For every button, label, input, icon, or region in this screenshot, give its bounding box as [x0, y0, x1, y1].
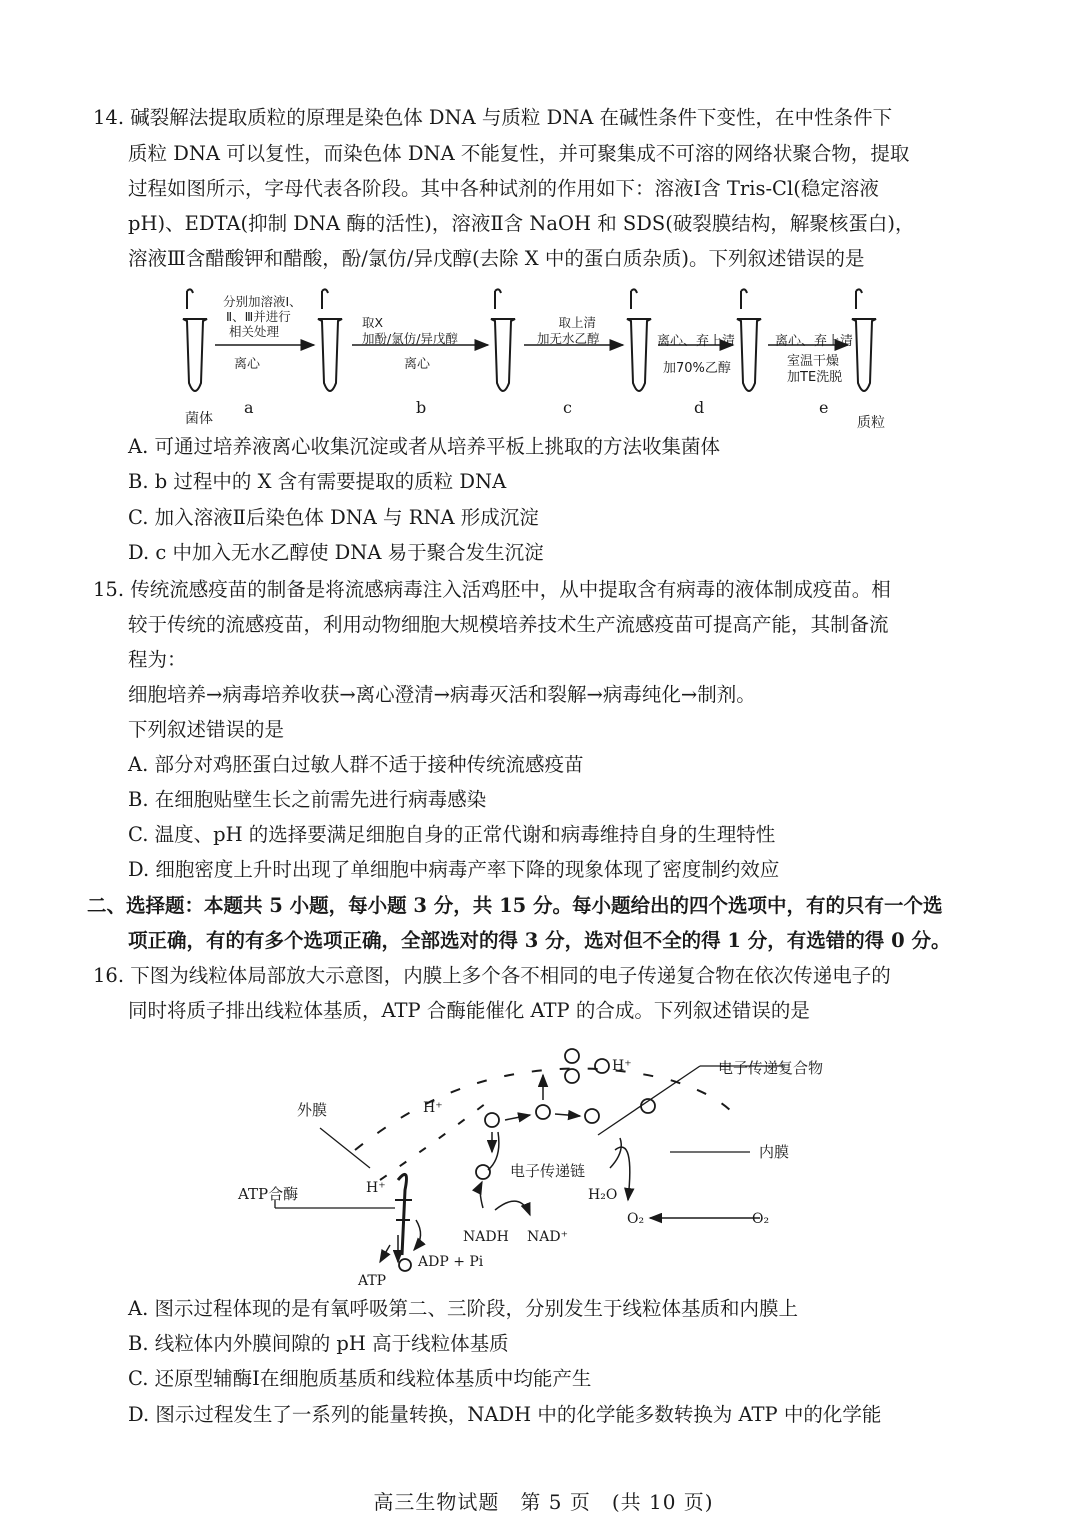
proton-icon — [565, 1049, 579, 1063]
step-e-below — [787, 354, 842, 386]
section2-line-2: 项正确，有的有多个选项正确，全部选对的得 3 分，选对但不全的得 1 分，有选错的得 0 分。 — [128, 929, 951, 952]
outer-membrane-pointer — [320, 1128, 370, 1168]
step-e-letter: e — [819, 398, 829, 417]
q15-option-a: A. 部分对鸡胚蛋白过敏人群不适于接种传统流感疫苗 — [128, 753, 584, 776]
tube-icon — [852, 289, 876, 391]
step-e-below-1: 室温干燥 — [787, 354, 840, 369]
q16-line-2: 同时将质子排出线粒体基质，ATP 合酶能催化 ATP 的合成。下列叙述错误的是 — [128, 999, 810, 1022]
h-plus-label-2: H⁺ — [366, 1180, 386, 1196]
q15-line-5: 下列叙述错误的是 — [128, 718, 285, 741]
step-c-above-1: 取上清 — [558, 315, 597, 330]
step-a-letter: a — [244, 398, 254, 417]
q14-option-b: B. b 过程中的 X 含有需要提取的质粒 DNA — [128, 470, 507, 493]
h2o-label: H₂O — [588, 1187, 618, 1203]
adp-label: ADP + Pi — [418, 1254, 484, 1270]
step-d-below: 加70%乙醇 — [663, 361, 731, 376]
q16-option-a: A. 图示过程体现的是有氧呼吸第二、三阶段，分别发生于线粒体基质和内膜上 — [128, 1297, 798, 1320]
q16-option-c: C. 还原型辅酶Ⅰ在细胞质基质和线粒体基质中均能产生 — [128, 1367, 592, 1390]
o2-label-a: O₂ — [627, 1211, 645, 1227]
o2-label-b: O₂ — [752, 1211, 770, 1227]
h-plus-label-3: H⁺ — [612, 1058, 632, 1074]
q14-option-d: D. c 中加入无水乙醇使 DNA 易于聚合发生沉淀 — [128, 541, 544, 564]
q14-line-1: 14. 碱裂解法提取质粒的原理是染色体 DNA 与质粒 DNA 在碱性条件下变性，在中性条件下 — [93, 106, 893, 129]
electron-icon — [536, 1105, 550, 1119]
atp-icon — [399, 1259, 411, 1271]
atp-label: ATP — [358, 1273, 387, 1289]
step-c-above — [537, 315, 600, 347]
tube-icon — [183, 289, 207, 391]
tube-icon — [318, 289, 342, 391]
step-c-letter: c — [563, 398, 572, 417]
q15-line-3: 程为： — [128, 648, 187, 671]
nadh-label: NADH — [463, 1229, 509, 1245]
step-e-above: 离心、弃上清 — [775, 334, 854, 349]
step-b-above — [362, 315, 458, 347]
step-e-below-2: 加TE洗脱 — [787, 370, 843, 385]
step-a-below: 离心 — [234, 357, 261, 372]
electron-icon — [485, 1113, 499, 1127]
q15-line-1: 15. 传统流感疫苗的制备是将流感病毒注入活鸡胚中，从中提取含有病毒的液体制成疫苗。相 — [93, 578, 891, 601]
q14-line-5: 溶液Ⅲ含醋酸钾和醋酸，酚/氯仿/异戊醇(去除 X 中的蛋白质杂质)。下列叙述错误的是 — [128, 247, 865, 270]
step-a-above-3: 相关处理 — [229, 324, 280, 339]
step-a-above-2: Ⅱ、Ⅲ并进行 — [226, 309, 291, 324]
end-label: 质粒 — [857, 415, 885, 431]
electron-icon — [476, 1165, 490, 1179]
start-label: 菌体 — [185, 411, 213, 427]
step-d-above: 离心、弃上清 — [657, 334, 736, 349]
q16-line-1: 16. 下图为线粒体局部放大示意图，内膜上多个各不相同的电子传递复合物在依次传递电子的 — [93, 964, 891, 987]
q16-option-b: B. 线粒体内外膜间隙的 pH 高于线粒体基质 — [128, 1332, 509, 1355]
etc-complex-label: 电子传递复合物 — [718, 1059, 824, 1077]
nad-label: NAD⁺ — [527, 1229, 568, 1245]
inner-membrane-label: 内膜 — [759, 1143, 790, 1161]
q14-option-a: A. 可通过培养液离心收集沉淀或者从培养平板上挑取的方法收集菌体 — [128, 435, 720, 458]
proton-icon — [565, 1069, 579, 1083]
q15-line-4: 细胞培养→病毒培养收获→离心澄清→病毒灭活和裂解→病毒纯化→制剂。 — [128, 683, 756, 706]
step-d-letter: d — [694, 398, 705, 417]
q15-line-2: 较于传统的流感疫苗，利用动物细胞大规模培养技术生产流感疫苗可提高产能，其制备流 — [128, 613, 889, 636]
step-b-above-1: 取X — [362, 315, 384, 330]
section2-line-1: 二、选择题：本题共 5 小题，每小题 3 分，共 15 分。每小题给出的四个选项中，有的只有一个选 — [87, 894, 943, 917]
page-footer: 高三生物试题 第 5 页 (共 10 页) — [373, 1490, 714, 1514]
q14-line-3: 过程如图所示，字母代表各阶段。其中各种试剂的作用如下：溶液Ⅰ含 Tris-Cl(稳定溶液 — [128, 177, 879, 200]
q15-option-c: C. 温度、pH 的选择要满足细胞自身的正常代谢和病毒维持自身的生理特性 — [128, 823, 776, 846]
proton-icon — [595, 1059, 609, 1073]
q14-line-4: pH)、EDTA(抑制 DNA 酶的活性)，溶液Ⅱ含 NaOH 和 SDS(破裂膜结构，解聚核蛋白)， — [128, 212, 915, 235]
q14-option-c: C. 加入溶液Ⅱ后染色体 DNA 与 RNA 形成沉淀 — [128, 506, 539, 529]
atp-synthase-shape — [398, 1174, 406, 1255]
tube-icon — [491, 289, 515, 391]
q14-line-2: 质粒 DNA 可以复性，而染色体 DNA 不能复性，并可聚集成不可溶的网络状聚合物，提取 — [128, 142, 910, 165]
outer-membrane-label: 外膜 — [297, 1101, 328, 1119]
step-c-above-2: 加无水乙醇 — [537, 331, 600, 346]
step-a-above — [223, 294, 302, 339]
tube-icon — [737, 289, 761, 391]
step-b-below: 离心 — [404, 357, 431, 372]
q15-option-b: B. 在细胞贴壁生长之前需先进行病毒感染 — [128, 788, 487, 811]
tube-icon — [627, 289, 651, 391]
etc-chain-label: 电子传递链 — [510, 1162, 586, 1180]
step-b-letter: b — [416, 398, 427, 417]
electron-icon — [585, 1109, 599, 1123]
step-b-above-2: 加酚/氯仿/异戊醇 — [362, 331, 458, 346]
q15-option-d: D. 细胞密度上升时出现了单细胞中病毒产率下降的现象体现了密度制约效应 — [128, 858, 780, 881]
step-a-above-1: 分别加溶液Ⅰ、 — [223, 294, 302, 309]
h-plus-label-1: H⁺ — [423, 1100, 443, 1116]
atp-synthase-label: ATP合酶 — [238, 1185, 299, 1203]
q16-option-d: D. 图示过程发生了一系列的能量转换，NADH 中的化学能多数转换为 ATP 中的化学能 — [128, 1403, 882, 1426]
